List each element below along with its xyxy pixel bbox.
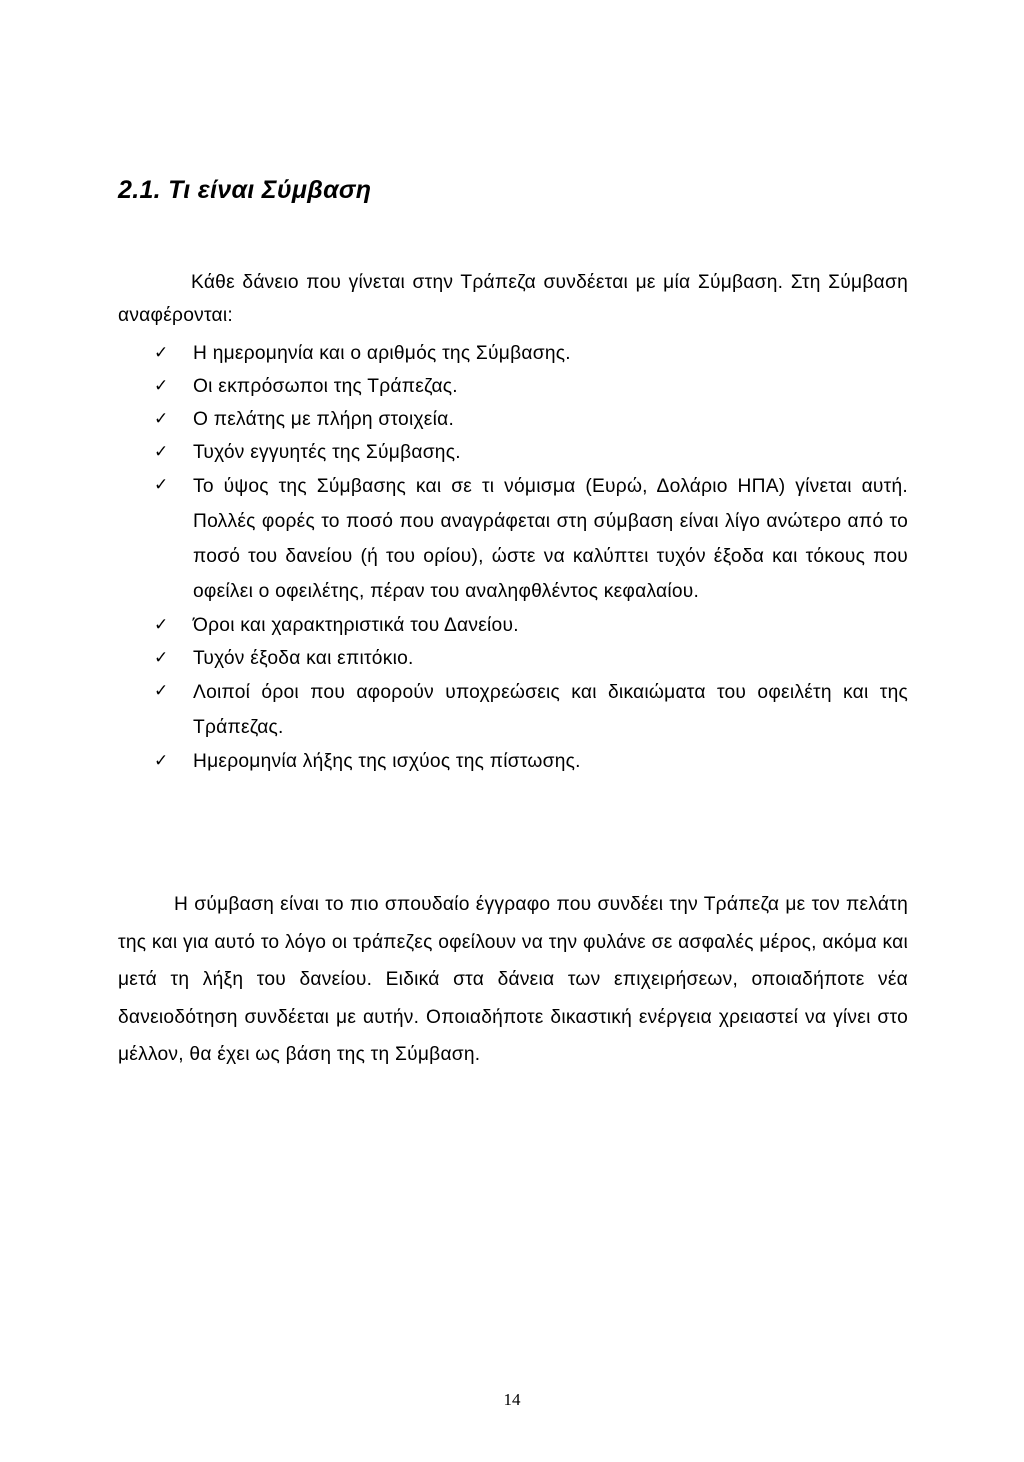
- checklist-item: [118, 642, 908, 675]
- checklist-item: [118, 337, 908, 370]
- checklist-item-text: Ο πελάτης με πλήρη στοιχεία.: [193, 409, 455, 430]
- checklist-item: [118, 370, 908, 403]
- closing-paragraph: Η σύμβαση είναι το πιο σπουδαίο έγγραφο που συνδέει την Τράπεζα με τον πελάτη της και για αυτό το λόγο οι τράπεζες οφείλουν να την φυλάνε σε ασφαλές μέρος, ακόμα και μετά τη λήξη του δανείου. Ειδικά στα δάνεια των επιχειρήσεων, οποιαδήποτε νέα δανειοδότηση συνδέεται με αυτήν. Οποιαδήποτε δικαστική ενέργεια χρειαστεί να γίνει στο μέλλον, θα έχει ως βάση της τη Σύμβαση.: [118, 894, 908, 1065]
- checkmark-icon: ✓: [154, 681, 169, 701]
- checkmark-icon: ✓: [154, 409, 169, 429]
- checkmark-icon: ✓: [154, 442, 169, 462]
- checklist-item: [118, 675, 908, 745]
- checklist-item: [118, 469, 908, 609]
- checklist-item-text: Λοιποί όροι που αφορούν υποχρεώσεις και δικαιώματα του οφειλέτη και της Τράπεζας.: [193, 682, 908, 738]
- checklist-item-text: Το ύψος της Σύμβασης και σε τι νόμισμα (Ευρώ, Δολάριο ΗΠΑ) γίνεται αυτή. Πολλές φορές το ποσό που αναγράφεται στη σύμβαση είναι λίγο ανώτερο από το ποσό του δανείου (ή του ορίου), ώστε να καλύπτει τυχόν έξοδα και τόκους που οφείλει ο οφειλέτης, πέραν του αναληφθλέντος κεφαλαίου.: [193, 476, 908, 602]
- checkmark-icon: ✓: [154, 376, 169, 396]
- checkmark-icon: ✓: [154, 343, 169, 363]
- checklist-item-text: Η ημερομηνία και ο αριθμός της Σύμβασης.: [193, 343, 571, 364]
- checklist-item: [118, 609, 908, 642]
- section-title: 2.1. Τι είναι Σύμβαση: [118, 176, 372, 204]
- checklist-item: [118, 403, 908, 436]
- checklist-item-text: Ημερομηνία λήξης της ισχύος της πίστωσης.: [193, 751, 581, 772]
- checklist-item: [118, 745, 908, 778]
- checkmark-icon: ✓: [154, 751, 169, 771]
- page-number: 14: [503, 1390, 521, 1409]
- intro-paragraph: Κάθε δάνειο που γίνεται στην Τράπεζα συνδέεται με μία Σύμβαση. Στη Σύμβαση αναφέρονται:: [118, 272, 908, 326]
- checklist-item-text: Τυχόν εγγυητές της Σύμβασης.: [193, 442, 461, 463]
- checkmark-icon: ✓: [154, 475, 169, 495]
- checklist-item-text: Όροι και χαρακτηριστικά του Δανείου.: [193, 615, 519, 636]
- checkmark-icon: ✓: [154, 648, 169, 668]
- contract-contents-checklist: [118, 337, 908, 778]
- checklist-item: [118, 436, 908, 469]
- checkmark-icon: ✓: [154, 615, 169, 635]
- checklist-item-text: Οι εκπρόσωποι της Τράπεζας.: [193, 376, 458, 397]
- checklist-item-text: Τυχόν έξοδα και επιτόκιο.: [193, 648, 414, 669]
